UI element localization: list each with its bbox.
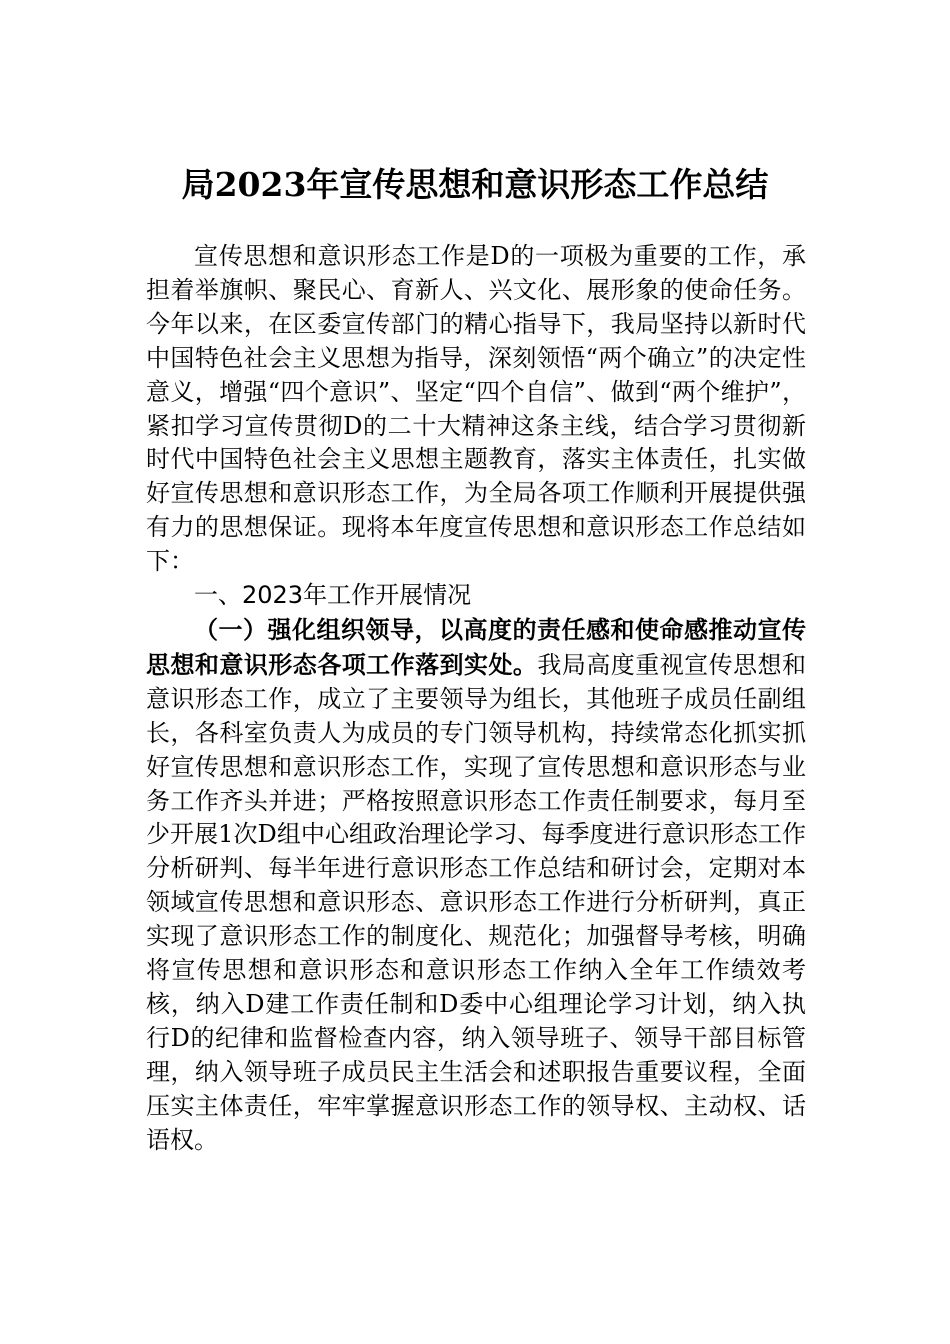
subsection-body-1: 我局高度重视宣传思想和意识形态工作，成立了主要领导为组长，其他班子成员任副组长，各科室负责人为成员的专门领导机构，持续常态化抓实抓好宣传思想和意识形态工作，实现了宣传思想和意识形态与业务工作齐头并进；严格按照意识形态工作责任制要求，每月至少开展1次D组中心组政治理论学习、每季度进行意识形态工作分析研判、每半年进行意识形态工作总结和研讨会，定期对本领域宣传思想和意识形态、意识形态工作进行分析研判，真正实现了意识形态工作的制度化、规范化；加强督导考核，明确将宣传思想和意识形态和意识形态工作纳入全年工作绩效考核，纳入D建工作责任制和D委中心组理论学习计划，纳入执行D的纪律和监督检查内容，纳入领导班子、领导干部目标管理，纳入领导班子成员民主生活会和述职报告重要议程，全面压实主体责任，牢牢掌握意识形态工作的领导权、主动权、话语权。	[146, 650, 807, 1154]
subsection-paragraph-1	[146, 613, 806, 1158]
document-body	[146, 240, 806, 1157]
document-title: 局2023年宣传思想和意识形态工作总结	[181, 165, 769, 204]
subsection-lead-1: （一）强化组织领导，以高度的责任感和使命感推动宣传思想和意识形态各项工作落到实处。	[146, 614, 806, 679]
intro-paragraph: 宣传思想和意识形态工作是D的一项极为重要的工作，承担着举旗帜、聚民心、育新人、兴文化、展形象的使命任务。今年以来，在区委宣传部门的精心指导下，我局坚持以新时代中国特色社会主义思想为指导，深刻领悟“两个确立”的决定性意义，增强“四个意识”、坚定“四个自信”、做到“两个维护”，紧扣学习宣传贯彻D的二十大精神这条主线，结合学习贯彻新时代中国特色社会主义思想主题教育，落实主体责任，扎实做好宣传思想和意识形态工作，为全局各项工作顺利开展提供强有力的思想保证。现将本年度宣传思想和意识形态工作总结如下：	[146, 242, 806, 576]
section-heading-1: 一、2023年工作开展情况	[194, 581, 472, 610]
